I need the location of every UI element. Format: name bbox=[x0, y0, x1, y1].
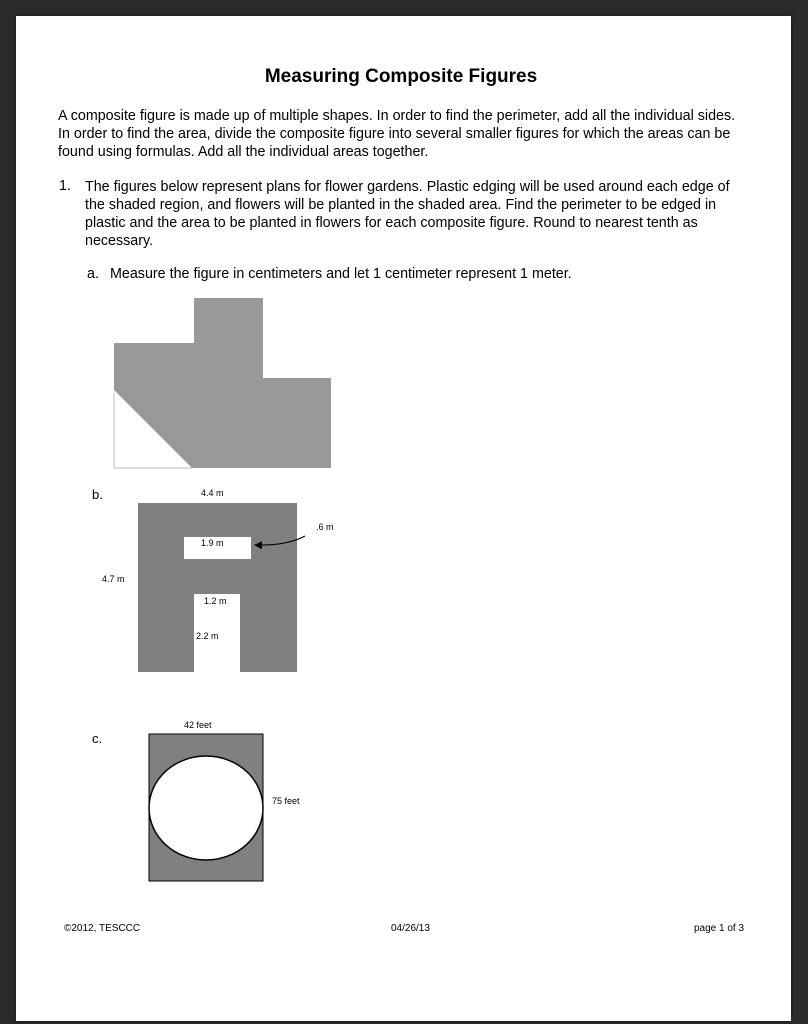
label-c-width: 42 feet bbox=[184, 720, 212, 730]
figure-c bbox=[149, 720, 300, 881]
label-left-height: 4.7 m bbox=[102, 574, 125, 584]
question-number: 1. bbox=[59, 178, 71, 194]
figure-a-shaded-region bbox=[114, 298, 331, 468]
label-notch-height: 2.2 m bbox=[196, 631, 219, 641]
label-c-height: 75 feet bbox=[272, 796, 300, 806]
intro-paragraph: A composite figure is made up of multiple shapes. In order to find the perimeter, add all the individual sides. In order to find the area, divide the composite figure into several smaller figures for which the areas can be found using formulas. Add all the individual areas together. bbox=[58, 108, 736, 160]
part-a-letter: a. bbox=[87, 266, 99, 282]
figure-a bbox=[114, 298, 331, 468]
page-title: Measuring Composite Figures bbox=[264, 66, 538, 87]
figures-svg bbox=[16, 16, 791, 1021]
footer-date: 04/26/13 bbox=[391, 923, 430, 934]
part-a-text: Measure the figure in centimeters and let 1 centimeter represent 1 meter. bbox=[110, 266, 572, 282]
label-top-width: 4.4 m bbox=[201, 488, 224, 498]
label-notch-width: 1.2 m bbox=[204, 596, 227, 606]
footer-page-number: page 1 of 3 bbox=[694, 923, 745, 934]
part-b-letter: b. bbox=[92, 487, 103, 502]
label-window-height: .6 m bbox=[316, 522, 334, 532]
footer-copyright: ©2012, TESCCC bbox=[64, 923, 141, 934]
figure-b bbox=[102, 488, 334, 672]
document-page bbox=[16, 16, 791, 1021]
figure-c-circle bbox=[149, 756, 263, 860]
part-c-letter: c. bbox=[92, 731, 103, 746]
question-text: The figures below represent plans for flower gardens. Plastic edging will be used around each edge of the shaded region, and flowers will be planted in the shaded area. Find the perimeter to be edged in plastic and the area to be planted in flowers for each composite figure. Round to nearest tenth as necessary. bbox=[85, 179, 730, 249]
figure-b-shaded-region bbox=[138, 503, 297, 672]
label-window-width: 1.9 m bbox=[201, 538, 224, 548]
